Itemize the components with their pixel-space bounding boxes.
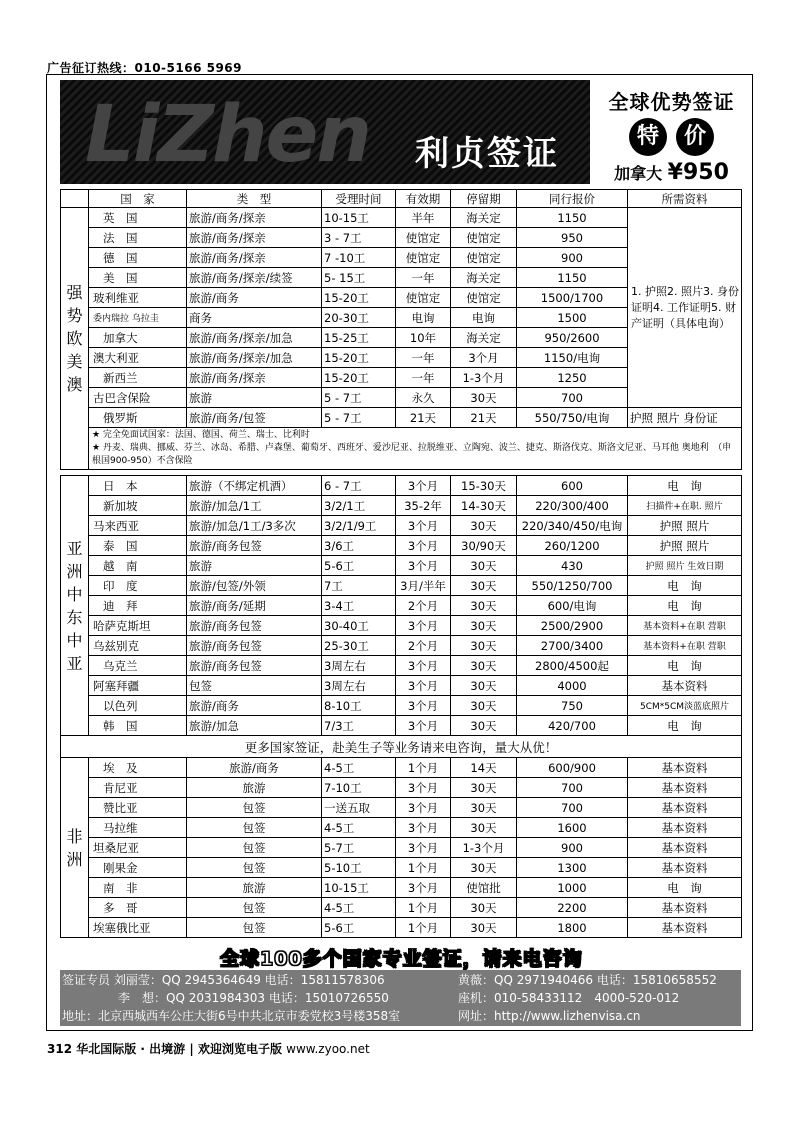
- cell-validity: 3个月: [396, 616, 451, 636]
- cell-docs: 基本资料: [628, 778, 742, 798]
- cell-processing: 30-40工: [322, 616, 396, 636]
- cell-processing: 3周左右: [322, 656, 396, 676]
- cell-country: 俄罗斯: [89, 408, 187, 428]
- cell-processing: 7-10工: [322, 778, 396, 798]
- region-asia: 亚洲中东中亚: [61, 476, 89, 736]
- table-row: [61, 778, 742, 798]
- cell-docs: 电 询: [628, 576, 742, 596]
- cell-price: 2200: [517, 898, 628, 918]
- cell-price: 600: [517, 476, 628, 496]
- table-row: [61, 696, 742, 716]
- cell-validity: 3个月: [396, 556, 451, 576]
- cell-price: 430: [517, 556, 628, 576]
- table-row: [61, 496, 742, 516]
- cell-country: 乌克兰: [89, 656, 187, 676]
- cell-docs: 电 询: [628, 716, 742, 736]
- cell-processing: 5-7工: [322, 838, 396, 858]
- cell-stay: 海关定: [451, 208, 517, 228]
- cell-type: 包签: [187, 676, 322, 696]
- cell-docs: 基本资料: [628, 918, 742, 938]
- promo-country: 加拿大: [614, 164, 663, 183]
- cell-docs: 电 询: [628, 596, 742, 616]
- footer-section: 华北国际版 · 出境游: [76, 1042, 186, 1056]
- cell-price: 950: [517, 228, 628, 248]
- cell-processing: 15-25工: [322, 328, 396, 348]
- cell-validity: 3个月: [396, 476, 451, 496]
- table-row: [61, 898, 742, 918]
- cell-country: 澳大利亚: [89, 348, 187, 368]
- table-row: [61, 878, 742, 898]
- cell-processing: 3/2/1/9工: [322, 516, 396, 536]
- contact-bar: [60, 970, 741, 1026]
- table-row: [61, 636, 742, 656]
- cell-processing: 15-20工: [322, 348, 396, 368]
- table-row: [61, 818, 742, 838]
- cell-validity: 3个月: [396, 676, 451, 696]
- cell-stay: 30天: [451, 696, 517, 716]
- cell-type: 包签: [187, 918, 322, 938]
- cell-processing: 5- 15工: [322, 268, 396, 288]
- cell-stay: 30天: [451, 616, 517, 636]
- header-docs: 所需资料: [628, 190, 742, 208]
- cell-country: 肯尼亚: [89, 778, 187, 798]
- table-row: [61, 656, 742, 676]
- cell-stay: 使馆定: [451, 288, 517, 308]
- notes-row: [61, 428, 742, 470]
- cell-type: 旅游（不绑定机酒）: [187, 476, 322, 496]
- cell-country: 多 哥: [89, 898, 187, 918]
- cell-validity: 电询: [396, 308, 451, 328]
- contact-line2-right: 座机：010-58433112 4000-520-012: [458, 991, 680, 1005]
- cell-validity: 使馆定: [396, 288, 451, 308]
- cell-type: 旅游/加急: [187, 716, 322, 736]
- cell-type: 旅游/商务包签: [187, 536, 322, 556]
- cell-country: 泰 国: [89, 536, 187, 556]
- table-row: [61, 208, 742, 228]
- promo-title: 全球优势签证: [608, 90, 735, 114]
- slogan: 全球100多个国家专业签证，请来电咨询: [220, 948, 583, 970]
- cell-country: 德 国: [89, 248, 187, 268]
- cell-processing: 25-30工: [322, 636, 396, 656]
- cell-type: 包签: [187, 798, 322, 818]
- table-row: [61, 616, 742, 636]
- cell-processing: 3/2/1工: [322, 496, 396, 516]
- cell-type: 旅游/商务: [187, 696, 322, 716]
- africa-visa-table: [60, 757, 742, 938]
- cell-stay: 21天: [451, 408, 517, 428]
- cell-stay: 30天: [451, 818, 517, 838]
- cell-validity: 永久: [396, 388, 451, 408]
- cell-stay: 14-30天: [451, 496, 517, 516]
- cell-country: 埃塞俄比亚: [89, 918, 187, 938]
- cell-country: 迪 拜: [89, 596, 187, 616]
- contact-line1-right: 黄薇：QQ 2971940466 电话：15810658552: [458, 973, 717, 987]
- table-row: [61, 716, 742, 736]
- cell-validity: 3月/半年: [396, 576, 451, 596]
- cell-type: 旅游: [187, 878, 322, 898]
- cell-price: 1500: [517, 308, 628, 328]
- cell-processing: 3-4工: [322, 596, 396, 616]
- cell-processing: 7/3工: [322, 716, 396, 736]
- header-validity: 有效期: [396, 190, 451, 208]
- cell-processing: 一送五取: [322, 798, 396, 818]
- cell-validity: 3个月: [396, 818, 451, 838]
- cell-docs: 基本资料: [628, 818, 742, 838]
- cell-country: 加拿大: [89, 328, 187, 348]
- promo-badges: [590, 118, 753, 158]
- cell-country: 越 南: [89, 556, 187, 576]
- header-stay: 停留期: [451, 190, 517, 208]
- cell-docs: 5CM*5CM淡蓝底照片: [628, 696, 742, 716]
- cell-validity: 35-2年: [396, 496, 451, 516]
- promo-price: [590, 160, 753, 185]
- cell-price: 4000: [517, 676, 628, 696]
- cell-type: 包签: [187, 858, 322, 878]
- cell-stay: 3个月: [451, 348, 517, 368]
- cell-country: 刚果金: [89, 858, 187, 878]
- cell-type: 商务: [187, 308, 322, 328]
- contact-line2-left: 李 想：QQ 2031984303 电话：15010726550: [118, 991, 389, 1005]
- cell-type: 旅游: [187, 388, 322, 408]
- header-country: 国 家: [89, 190, 187, 208]
- cell-type: 旅游/加急/1工/3多次: [187, 516, 322, 536]
- cell-country: 法 国: [89, 228, 187, 248]
- table-row: [61, 556, 742, 576]
- cell-country: 南 非: [89, 878, 187, 898]
- cell-country: 赞比亚: [89, 798, 187, 818]
- cell-validity: 3个月: [396, 656, 451, 676]
- cell-docs: 护照 照片 生效日期: [628, 556, 742, 576]
- cell-docs: 电 询: [628, 878, 742, 898]
- cell-type: 旅游/商务包签: [187, 616, 322, 636]
- header-type: 类 型: [187, 190, 322, 208]
- cell-validity: 1个月: [396, 898, 451, 918]
- cell-type: 旅游/商务/探亲: [187, 248, 322, 268]
- cell-processing: 5-6工: [322, 556, 396, 576]
- cell-stay: 15-30天: [451, 476, 517, 496]
- cell-docs: 基本资料+在职 营职: [628, 636, 742, 656]
- table-row: [61, 676, 742, 696]
- cell-processing: 6 - 7工: [322, 476, 396, 496]
- ad-hotline: 广告征订热线：010-5166 5969: [47, 61, 243, 75]
- cell-stay: 电询: [451, 308, 517, 328]
- schengen-notes: [89, 428, 742, 470]
- cell-stay: 海关定: [451, 328, 517, 348]
- page-number: 312: [47, 1042, 73, 1056]
- table-row: [61, 596, 742, 616]
- cell-country: 英 国: [89, 208, 187, 228]
- cell-country: 古巴含保险: [89, 388, 187, 408]
- special-badge-2: 价: [676, 118, 714, 156]
- cell-country: 玻利维亚: [89, 288, 187, 308]
- cell-docs: 基本资料: [628, 798, 742, 818]
- cell-price: 700: [517, 778, 628, 798]
- cell-type: 旅游/商务/包签: [187, 408, 322, 428]
- cell-processing: 3 - 7工: [322, 228, 396, 248]
- lizhen-logo-cn: 利贞签证: [415, 134, 559, 174]
- cell-price: 1250: [517, 368, 628, 388]
- cell-validity: 3个月: [396, 516, 451, 536]
- cell-processing: 15-20工: [322, 368, 396, 388]
- cell-validity: 一年: [396, 268, 451, 288]
- cell-validity: 一年: [396, 368, 451, 388]
- europe-visa-table: [60, 189, 742, 470]
- more-row: [61, 736, 742, 758]
- promo-amount: ¥950: [667, 160, 729, 185]
- contact-website[interactable]: 网址：http://www.lizhenvisa.cn: [458, 1009, 641, 1023]
- table-row: [61, 858, 742, 878]
- cell-stay: 1-3个月: [451, 368, 517, 388]
- lizhen-logo: LiZhen: [85, 90, 370, 180]
- cell-price: 600/900: [517, 758, 628, 778]
- cell-stay: 30天: [451, 388, 517, 408]
- cell-price: 1500/1700: [517, 288, 628, 308]
- cell-type: 旅游/商务包签: [187, 656, 322, 676]
- cell-stay: 30天: [451, 918, 517, 938]
- cell-validity: 1个月: [396, 758, 451, 778]
- table-row: [61, 838, 742, 858]
- cell-validity: 一年: [396, 348, 451, 368]
- cell-type: 旅游/商务: [187, 758, 322, 778]
- cell-docs: 护照 照片 身份证: [628, 408, 742, 428]
- cell-processing: 7 -10工: [322, 248, 396, 268]
- table-row: [61, 758, 742, 778]
- cell-price: 1800: [517, 918, 628, 938]
- header-price: 同行报价: [517, 190, 628, 208]
- cell-processing: 3周左右: [322, 676, 396, 696]
- cell-country: 马来西亚: [89, 516, 187, 536]
- cell-processing: 8-10工: [322, 696, 396, 716]
- cell-processing: 5 - 7工: [322, 388, 396, 408]
- cell-price: 1600: [517, 818, 628, 838]
- cell-type: 旅游/商务/探亲/加急: [187, 328, 322, 348]
- special-badge-1: 特: [629, 118, 667, 156]
- note-line: ★ 完全免面试国家：法国、德国、荷兰、瑞士、比利时: [92, 430, 310, 440]
- cell-country: 埃 及: [89, 758, 187, 778]
- cell-processing: 5 - 7工: [322, 408, 396, 428]
- cell-country: 日 本: [89, 476, 187, 496]
- cell-type: 旅游/商务/探亲: [187, 368, 322, 388]
- cell-country: 印 度: [89, 576, 187, 596]
- cell-validity: 3个月: [396, 696, 451, 716]
- cell-validity: 3个月: [396, 778, 451, 798]
- cell-docs: 护照 照片: [628, 516, 742, 536]
- cell-country: 新西兰: [89, 368, 187, 388]
- cell-country: 委内瑞拉 乌拉圭: [89, 308, 187, 328]
- cell-price: 1150: [517, 208, 628, 228]
- table-row: [61, 918, 742, 938]
- cell-processing: 7工: [322, 576, 396, 596]
- table-header-row: [61, 190, 742, 208]
- cell-country: 马拉维: [89, 818, 187, 838]
- cell-price: 700: [517, 798, 628, 818]
- cell-stay: 30天: [451, 636, 517, 656]
- cell-validity: 3个月: [396, 838, 451, 858]
- cell-docs: 基本资料: [628, 676, 742, 696]
- cell-stay: 14天: [451, 758, 517, 778]
- cell-price: 750: [517, 696, 628, 716]
- cell-processing: 4-5工: [322, 818, 396, 838]
- cell-processing: 4-5工: [322, 758, 396, 778]
- footer-separator: |: [189, 1042, 194, 1056]
- cell-validity: 21天: [396, 408, 451, 428]
- cell-type: 旅游/加急/1工: [187, 496, 322, 516]
- cell-price: 2800/4500起: [517, 656, 628, 676]
- cell-validity: 3个月: [396, 716, 451, 736]
- contact-address: 地址：北京西城西车公庄大街6号中共北京市委党校3号楼358室: [62, 1009, 401, 1023]
- cell-type: 包签: [187, 838, 322, 858]
- cell-processing: 4-5工: [322, 898, 396, 918]
- cell-price: 420/700: [517, 716, 628, 736]
- cell-price: 550/750/电询: [517, 408, 628, 428]
- cell-country: 以色列: [89, 696, 187, 716]
- cell-validity: 1个月: [396, 858, 451, 878]
- cell-stay: 1-3个月: [451, 838, 517, 858]
- cell-stay: 30天: [451, 656, 517, 676]
- table-row: [61, 798, 742, 818]
- header-blank: [61, 190, 89, 208]
- note-line: ★ 丹麦、瑞典、挪威、芬兰、冰岛、希腊、卢森堡、葡萄牙、西班牙、爱沙尼亚、拉脱维亚、立陶宛、波兰、捷克、斯洛伐克、斯洛文尼亚、马耳他 奥地利 （申根国900-950）不含保险: [92, 443, 732, 466]
- cell-stay: 30天: [451, 676, 517, 696]
- cell-validity: 2个月: [396, 636, 451, 656]
- cell-price: 220/340/450/电询: [517, 516, 628, 536]
- cell-country: 阿塞拜疆: [89, 676, 187, 696]
- cell-stay: 海关定: [451, 268, 517, 288]
- cell-price: 1000: [517, 878, 628, 898]
- cell-price: 1300: [517, 858, 628, 878]
- cell-type: 旅游/商务: [187, 288, 322, 308]
- cell-validity: 半年: [396, 208, 451, 228]
- cell-docs: 扫描件+在职. 照片: [628, 496, 742, 516]
- cell-price: 2500/2900: [517, 616, 628, 636]
- cell-type: 旅游/商务/探亲: [187, 228, 322, 248]
- cell-price: 260/1200: [517, 536, 628, 556]
- cell-type: 旅游/商务/延期: [187, 596, 322, 616]
- cell-price: 220/300/400: [517, 496, 628, 516]
- contact-line1-left: 签证专员 刘丽莹：QQ 2945364649 电话：15811578306: [62, 973, 385, 987]
- region-africa: 非洲: [61, 758, 89, 938]
- cell-country: 韩 国: [89, 716, 187, 736]
- cell-type: 旅游/包签/外领: [187, 576, 322, 596]
- cell-processing: 20-30工: [322, 308, 396, 328]
- cell-validity: 2个月: [396, 596, 451, 616]
- lizhen-banner: [60, 80, 590, 184]
- cell-docs: 电 询: [628, 476, 742, 496]
- region-europe: 强势欧美澳: [61, 208, 89, 470]
- cell-stay: 使馆定: [451, 228, 517, 248]
- header-processing: 受理时间: [322, 190, 396, 208]
- cell-stay: 30天: [451, 798, 517, 818]
- cell-docs: 基本资料: [628, 898, 742, 918]
- cell-price: 600/电询: [517, 596, 628, 616]
- cell-validity: 3个月: [396, 536, 451, 556]
- cell-stay: 30/90天: [451, 536, 517, 556]
- cell-docs: 基本资料: [628, 758, 742, 778]
- cell-type: 旅游/商务/探亲/加急: [187, 348, 322, 368]
- cell-stay: 使馆定: [451, 248, 517, 268]
- cell-price: 1150: [517, 268, 628, 288]
- cell-docs: 基本资料: [628, 858, 742, 878]
- cell-validity: 使馆定: [396, 228, 451, 248]
- cell-processing: 5-6工: [322, 918, 396, 938]
- cell-validity: 1个月: [396, 918, 451, 938]
- cell-price: 700: [517, 388, 628, 408]
- cell-processing: 3/6工: [322, 536, 396, 556]
- cell-country: 哈萨克斯坦: [89, 616, 187, 636]
- cell-validity: 3个月: [396, 798, 451, 818]
- cell-stay: 使馆批: [451, 878, 517, 898]
- cell-price: 950/2600: [517, 328, 628, 348]
- cell-country: 乌兹别克: [89, 636, 187, 656]
- cell-price: 2700/3400: [517, 636, 628, 656]
- cell-processing: 5-10工: [322, 858, 396, 878]
- cell-type: 旅游: [187, 778, 322, 798]
- cell-stay: 30天: [451, 716, 517, 736]
- cell-type: 旅游/商务包签: [187, 636, 322, 656]
- cell-stay: 30天: [451, 858, 517, 878]
- cell-docs: 基本资料+在职 营职: [628, 616, 742, 636]
- page-footer: [47, 1040, 370, 1057]
- cell-type: 包签: [187, 898, 322, 918]
- cell-validity: 使馆定: [396, 248, 451, 268]
- cell-stay: 30天: [451, 898, 517, 918]
- cell-processing: 15-20工: [322, 288, 396, 308]
- europe-required-docs: 1. 护照2. 照片3. 身份证明4. 工作证明5. 财产证明（具体电询）: [628, 208, 742, 408]
- cell-price: 900: [517, 248, 628, 268]
- cell-type: 包签: [187, 818, 322, 838]
- table-row: [61, 576, 742, 596]
- cell-processing: 10-15工: [322, 878, 396, 898]
- cell-processing: 10-15工: [322, 208, 396, 228]
- cell-stay: 30天: [451, 576, 517, 596]
- footer-site-link[interactable]: www.zyoo.net: [286, 1042, 370, 1056]
- table-row: [61, 408, 742, 428]
- cell-price: 550/1250/700: [517, 576, 628, 596]
- cell-price: 1150/电询: [517, 348, 628, 368]
- cell-docs: 护照 照片: [628, 536, 742, 556]
- cell-docs: 基本资料: [628, 838, 742, 858]
- cell-docs: 电 询: [628, 656, 742, 676]
- cell-validity: 10年: [396, 328, 451, 348]
- cell-type: 旅游: [187, 556, 322, 576]
- cell-stay: 30天: [451, 516, 517, 536]
- cell-country: 新加坡: [89, 496, 187, 516]
- table-row: [61, 476, 742, 496]
- cell-stay: 30天: [451, 596, 517, 616]
- cell-validity: 3个月: [396, 878, 451, 898]
- more-countries-note: 更多国家签证，赴美生子等业务请来电咨询，量大从优！: [61, 736, 742, 758]
- asia-visa-table: [60, 475, 742, 758]
- footer-browse: 欢迎浏览电子版: [197, 1042, 282, 1056]
- cell-type: 旅游/商务/探亲: [187, 208, 322, 228]
- table-row: [61, 536, 742, 556]
- table-row: [61, 516, 742, 536]
- cell-stay: 30天: [451, 778, 517, 798]
- promo-box: [590, 80, 753, 184]
- cell-stay: 30天: [451, 556, 517, 576]
- cell-country: 坦桑尼亚: [89, 838, 187, 858]
- cell-type: 旅游/商务/探亲/续签: [187, 268, 322, 288]
- cell-country: 美 国: [89, 268, 187, 288]
- cell-price: 900: [517, 838, 628, 858]
